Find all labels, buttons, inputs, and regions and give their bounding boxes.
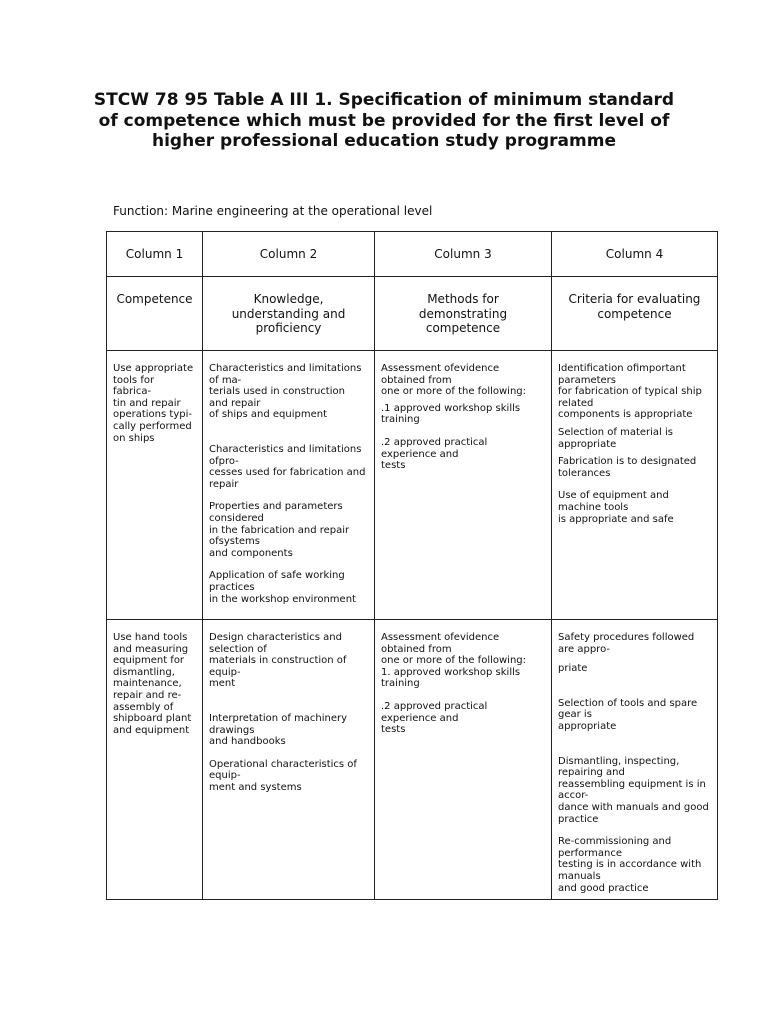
knowledge-item: Characteristics and limitations ofpro- cesses used for fabrication and repair: [209, 443, 366, 490]
methods-item: Assessment ofevidence obtained from one or more of the following:: [381, 363, 527, 398]
column-header: Column 4: [605, 247, 664, 261]
subheader-cell: Knowledge, understanding and proficiency: [203, 277, 375, 350]
subheader-cell: Competence: [107, 277, 203, 350]
competence-table: [106, 231, 718, 900]
criteria-cell: [552, 620, 717, 899]
methods-cell: [375, 620, 552, 899]
column-header: Column 2: [203, 232, 375, 276]
competence-cell: [107, 620, 203, 899]
column-header-row: [107, 232, 717, 277]
methods-cell: [375, 351, 552, 619]
page-title: STCW 78 95 Table A III 1. Specification of minimum standard of competence which must be provided for the first level of higher professional education study programme: [93, 90, 675, 151]
criteria-item: Selection of tools and spare gear is appropriate: [558, 697, 698, 732]
column-header: Column 3: [375, 232, 552, 276]
subheader-row: [107, 277, 717, 351]
methods-item: Assessment ofevidence obtained from one or more of the following: 1. approved workshop skills training: [381, 632, 527, 690]
column-header: Column 1: [107, 232, 203, 276]
criteria-cell: [552, 351, 717, 619]
methods-item: .2 approved practical experience and tests: [381, 700, 488, 736]
criteria-item: Dismantling, inspecting, repairing and reassembling equipment is in accor- dance with manuals and good practice: [558, 755, 709, 825]
criteria-item: Identification ofimportant parameters for fabrication of typical ship related components is appropriate: [558, 363, 702, 421]
methods-item: .2 approved practical experience and tests: [381, 436, 488, 472]
subheader-cell: Criteria for evaluating competence: [568, 292, 701, 321]
knowledge-item: Properties and parameters considered in the fabrication and repair ofsystems and components: [209, 501, 350, 559]
knowledge-cell: [203, 351, 375, 619]
methods-item: .1 approved workshop skills training: [381, 402, 521, 426]
subheader-cell: Methods for demonstrating competence: [375, 277, 552, 350]
criteria-item: Fabrication is to designated tolerances: [558, 456, 697, 479]
knowledge-item: Characteristics and limitations of ma- terials used in construction and repair of ships and equipment: [209, 363, 362, 421]
knowledge-item: Interpretation of machinery drawings and handbooks: [209, 712, 348, 748]
knowledge-item: Operational characteristics of equip- ment and systems: [209, 758, 357, 793]
criteria-item: Safety procedures followed are appro-: [558, 632, 695, 655]
knowledge-cell: [203, 620, 375, 899]
table-row: [107, 620, 717, 899]
criteria-item: Selection of material is appropriate: [558, 426, 673, 450]
competence-cell: [107, 351, 203, 619]
knowledge-item: Design characteristics and selection of materials in construction of equip- ment: [209, 632, 347, 690]
criteria-item: Use of equipment and machine tools is appropriate and safe: [558, 490, 674, 525]
knowledge-item: Application of safe working practices in the workshop environment: [209, 570, 356, 605]
competence-text: Use appropriate tools for fabrica- tin and repair operations typi- cally performed on ships: [113, 363, 194, 444]
function-line: Function: Marine engineering at the operational level: [113, 204, 433, 218]
competence-text: Use hand tools and measuring equipment for dismantling, maintenance, repair and re- assembly of shipboard plant and equipment: [113, 632, 192, 736]
criteria-item: priate: [558, 663, 588, 675]
table-row: [107, 351, 717, 620]
criteria-item: Re-commissioning and performance testing is in accordance with manuals and good practice: [558, 836, 702, 894]
